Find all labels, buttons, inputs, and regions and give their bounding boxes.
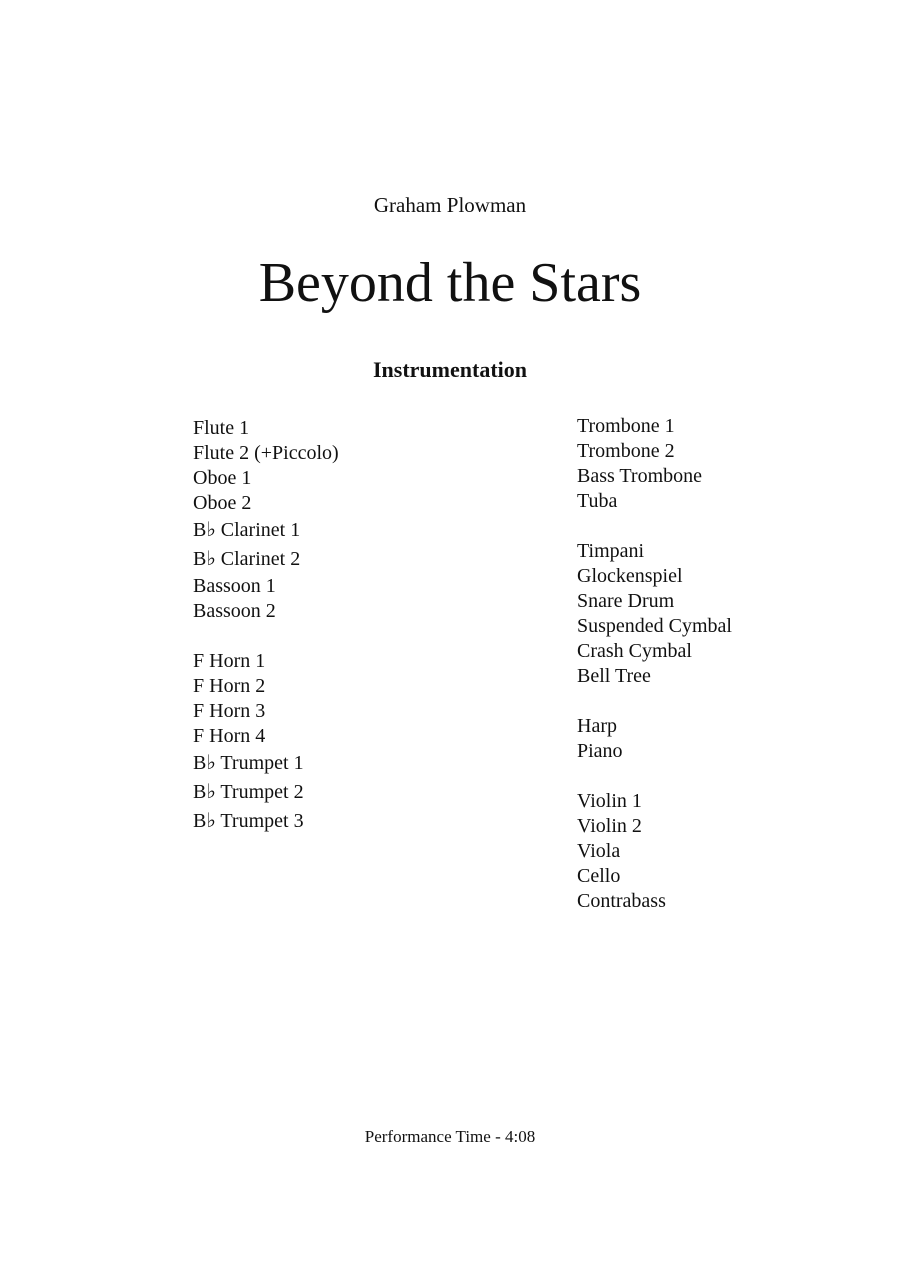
instrument-item: B♭ Trumpet 3 bbox=[193, 810, 304, 832]
instrument-group-keyboards bbox=[577, 714, 732, 764]
composer-name: Graham Plowman bbox=[373, 193, 527, 217]
instrument-item: B♭ Clarinet 1 bbox=[193, 519, 301, 541]
instrument-item: Oboe 2 bbox=[193, 492, 252, 514]
instrument-item: Bass Trombone bbox=[577, 465, 703, 487]
instrument-item: B♭ Trumpet 1 bbox=[193, 752, 304, 774]
instrument-item: B♭ Clarinet 2 bbox=[193, 548, 301, 570]
instrument-item: Flute 2 (+Piccolo) bbox=[193, 442, 339, 464]
instrument-item: Crash Cymbal bbox=[577, 640, 692, 662]
instrument-item: F Horn 3 bbox=[193, 700, 266, 722]
instrument-item: B♭ Trumpet 2 bbox=[193, 781, 304, 803]
instrument-item: Trombone 1 bbox=[577, 415, 675, 437]
instrument-item: Violin 2 bbox=[577, 815, 642, 837]
instrument-group-percussion bbox=[577, 539, 732, 689]
instrument-item: F Horn 2 bbox=[193, 675, 266, 697]
instrument-item: F Horn 1 bbox=[193, 650, 266, 672]
instrument-group-woodwinds bbox=[193, 416, 339, 624]
instrument-list-right bbox=[577, 414, 732, 939]
instrument-item: Bassoon 2 bbox=[193, 600, 276, 622]
instrument-group-strings bbox=[577, 789, 732, 914]
instrument-item: Piano bbox=[577, 740, 623, 762]
instrument-item: Trombone 2 bbox=[577, 440, 675, 462]
instrument-item: Harp bbox=[577, 715, 617, 737]
performance-time: Performance Time - 4:08 bbox=[364, 1127, 536, 1146]
instrument-item: Snare Drum bbox=[577, 590, 675, 612]
instrument-item: Timpani bbox=[577, 540, 645, 562]
instrumentation-heading: Instrumentation bbox=[372, 357, 527, 382]
instrument-item: Suspended Cymbal bbox=[577, 615, 732, 637]
instrument-item: F Horn 4 bbox=[193, 725, 266, 747]
instrument-item: Oboe 1 bbox=[193, 467, 252, 489]
instrument-item: Bassoon 1 bbox=[193, 575, 276, 597]
instrument-item: Tuba bbox=[577, 490, 618, 512]
instrument-item: Bell Tree bbox=[577, 665, 651, 687]
page-title: Beyond the Stars bbox=[258, 252, 642, 314]
instrument-item: Glockenspiel bbox=[577, 565, 683, 587]
instrument-item: Contrabass bbox=[577, 890, 666, 912]
instrument-item: Violin 1 bbox=[577, 790, 642, 812]
instrument-item: Flute 1 bbox=[193, 417, 250, 439]
instrument-group-brass bbox=[193, 649, 339, 836]
instrument-item: Cello bbox=[577, 865, 621, 887]
instrument-group-low-brass bbox=[577, 414, 732, 514]
instrument-list-left bbox=[193, 416, 339, 861]
instrument-item: Viola bbox=[577, 840, 621, 862]
